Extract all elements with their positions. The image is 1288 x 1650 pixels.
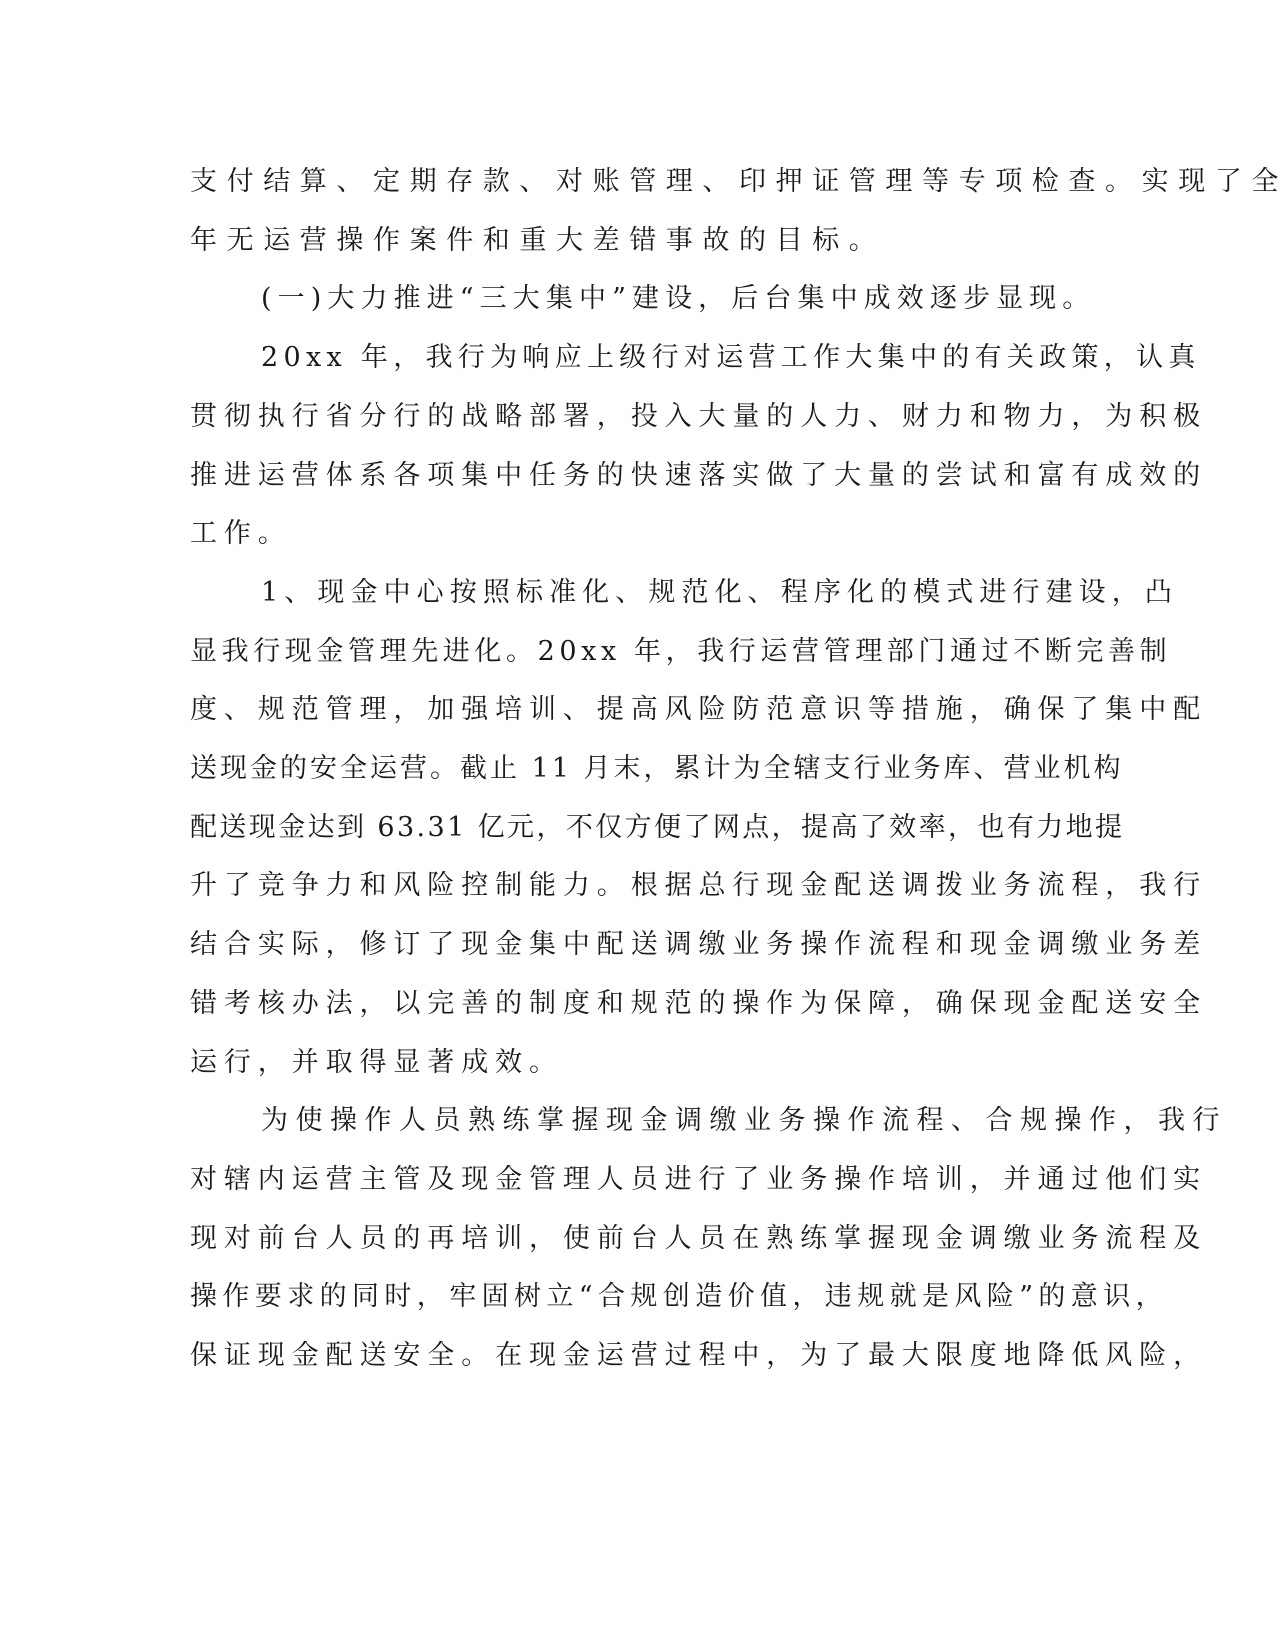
paragraph-line: 升了竞争力和风险控制能力。根据总行现金配送调拨业务流程，我行 — [190, 870, 1207, 902]
paragraph-line: 结合实际，修订了现金集中配送调缴业务操作流程和现金调缴业务差 — [190, 929, 1207, 961]
paragraph-line: 保证现金配送安全。在现金运营过程中，为了最大限度地降低风险， — [190, 1340, 1207, 1371]
paragraph-line: 推进运营体系各项集中任务的快速落实做了大量的尝试和富有成效的 — [190, 459, 1207, 491]
paragraph-line: 年无运营操作案件和重大差错事故的目标。 — [190, 224, 886, 256]
paragraph-line: 支付结算、定期存款、对账管理、印押证管理等专项检查。实现了全 — [190, 166, 1288, 197]
paragraph-first-line: 20xx 年，我行为响应上级行对运营工作大集中的有关政策，认真 — [261, 342, 1201, 374]
paragraph-line: 工作。 — [190, 518, 292, 550]
paragraph-line: 贯彻执行省分行的战略部署，投入大量的人力、财力和物力，为积极 — [190, 400, 1207, 432]
paragraph-line: 运行，并取得显著成效。 — [190, 1046, 563, 1078]
paragraph-line: 操作要求的同时，牢固树立“合规创造价值，违规就是风险”的意识， — [190, 1281, 1169, 1313]
paragraph-first-line: (一)大力推进“三大集中”建设，后台集中成效逐步显现。 — [261, 283, 1096, 315]
paragraph-line: 现对前台人员的再培训，使前台人员在熟练掌握现金调缴业务流程及 — [190, 1222, 1207, 1254]
paragraph-first-line: 为使操作人员熟练掌握现金调缴业务操作流程、合规操作，我行 — [261, 1105, 1227, 1137]
paragraph-line: 配送现金达到 63.31 亿元，不仅方便了网点，提高了效率，也有力地提 — [190, 811, 1125, 843]
paragraph-line: 度、规范管理，加强培训、提高风险防范意识等措施，确保了集中配 — [190, 694, 1207, 726]
paragraph-first-line: 1、现金中心按照标准化、规范化、程序化的模式进行建设，凸 — [261, 576, 1178, 608]
paragraph-line: 对辖内运营主管及现金管理人员进行了业务操作培训，并通过他们实 — [190, 1163, 1207, 1195]
paragraph-line: 送现金的安全运营。截止 11 月末，累计为全辖支行业务库、营业机构 — [190, 753, 1124, 784]
paragraph-line: 显我行现金管理先进化。20xx 年，我行运营管理部门通过不断完善制 — [190, 635, 1172, 667]
paragraph-line: 错考核办法，以完善的制度和规范的操作为保障，确保现金配送安全 — [190, 987, 1207, 1019]
